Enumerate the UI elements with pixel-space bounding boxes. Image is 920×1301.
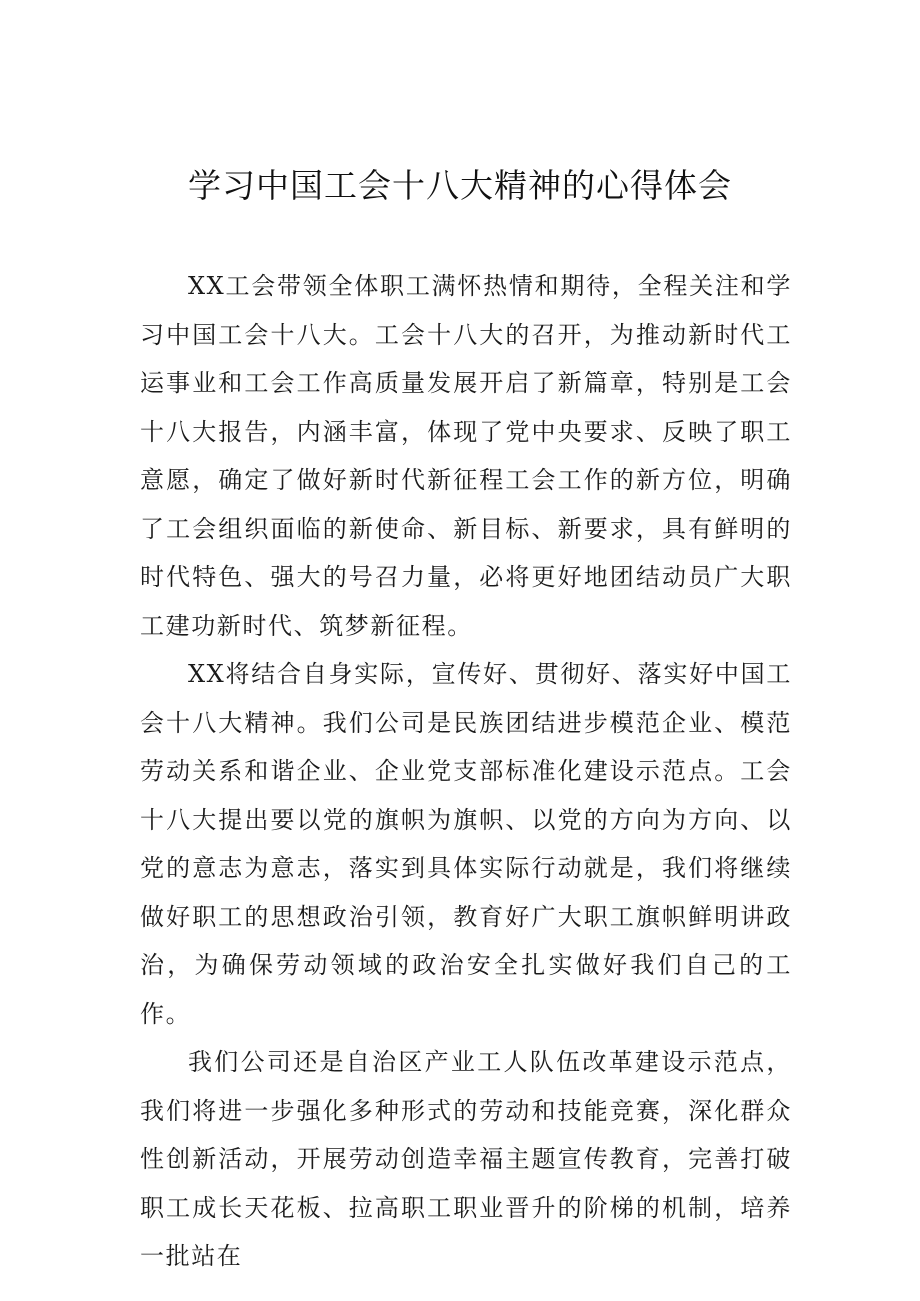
paragraph-1: XX工会带领全体职工满怀热情和期待，全程关注和学习中国工会十八大。工会十八大的召开，为推动新时代工运事业和工会工作高质量发展开启了新篇章，特别是工会十八大报告，内涵丰富，体现了党中央要求、反映了职工意愿，确定了做好新时代新征程工会工作的新方位，明确了工会组织面临的新使命、新目标、新要求，具有鲜明的时代特色、强大的号召力量，必将更好地团结动员广大职工建功新时代、筑梦新征程。: [140, 272, 792, 640]
paragraph-3: 我们公司还是自治区产业工人队伍改革建设示范点，我们将进一步强化多种形式的劳动和技能竞赛，深化群众性创新活动，开展劳动创造幸福主题宣传教育，完善打破职工成长天花板、拉高职工职业晋升的阶梯的机制，培养一批站在: [140, 1048, 792, 1270]
document-title: 学习中国工会十八大精神的心得体会: [188, 166, 732, 205]
document-body: [140, 262, 792, 1281]
paragraph-2: XX将结合自身实际，宣传好、贯彻好、落实好中国工会十八大精神。我们公司是民族团结进步模范企业、模范劳动关系和谐企业、企业党支部标准化建设示范点。工会十八大提出要以党的旗帜为旗帜、以党的方向为方向、以党的意志为意志，落实到具体实际行动就是，我们将继续做好职工的思想政治引领，教育好广大职工旗帜鲜明讲政治，为确保劳动领域的政治安全扎实做好我们自己的工作。: [140, 660, 792, 1028]
